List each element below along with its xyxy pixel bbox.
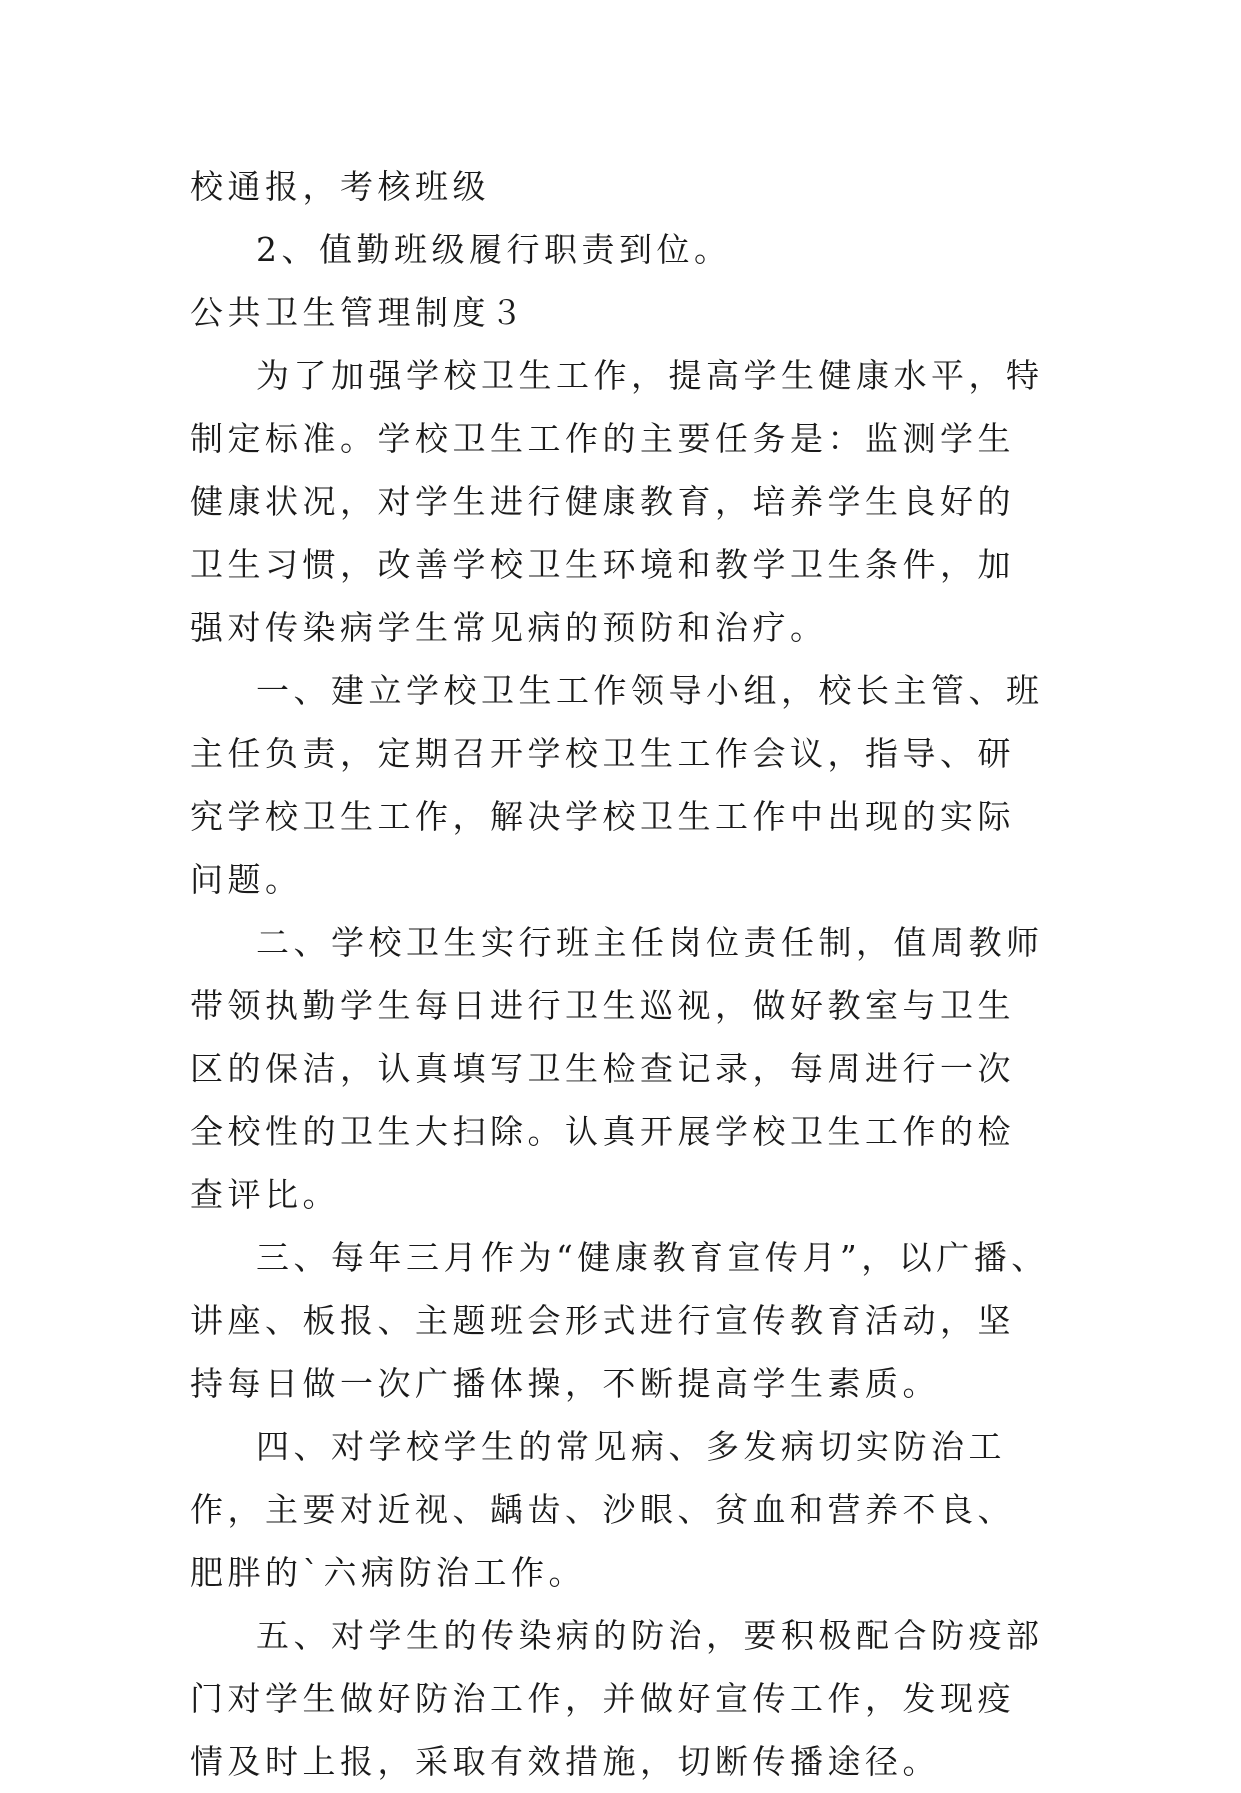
paragraph-rule-3: 三、每年三月作为“健康教育宣传月”，以广播、讲座、板报、主题班会形式进行宣传教育活动，坚持每日做一次广播体操，不断提高学生素质。 — [190, 1238, 1049, 1403]
paragraph-rule-1: 一、建立学校卫生工作领导小组，校长主管、班主任负责，定期召开学校卫生工作会议，指导、研究学校卫生工作，解决学校卫生工作中出现的实际问题。 — [190, 671, 1044, 899]
paragraph-item-2: 2、值勤班级履行职责到位。 — [256, 230, 732, 269]
paragraph-intro: 为了加强学校卫生工作，提高学生健康水平，特制定标准。学校卫生工作的主要任务是：监测学生健康状况，对学生进行健康教育，培养学生良好的卫生习惯，改善学校卫生环境和教学卫生条件，加强对传染病学生常见病的预防和治疗。 — [190, 356, 1044, 647]
paragraph-rule-4: 四、对学校学生的常见病、多发病切实防治工作，主要对近视、龋齿、沙眼、贫血和营养不良、肥胖的`六病防治工作。 — [190, 1427, 1015, 1592]
paragraph-rule-5: 五、对学生的传染病的防治，要积极配合防疫部门对学生做好防治工作，并做好宣传工作，发现疫情及时上报，采取有效措施，切断传播途径。 — [190, 1616, 1044, 1781]
document-body — [190, 155, 1050, 1793]
paragraph-continuation: 校通报，考核班级 — [190, 167, 490, 206]
section-heading: 公共卫生管理制度３ — [190, 293, 528, 332]
paragraph-rule-2: 二、学校卫生实行班主任岗位责任制，值周教师带领执勤学生每日进行卫生巡视，做好教室与卫生区的保洁，认真填写卫生检查记录，每周进行一次全校性的卫生大扫除。认真开展学校卫生工作的检查评比。 — [190, 923, 1044, 1214]
